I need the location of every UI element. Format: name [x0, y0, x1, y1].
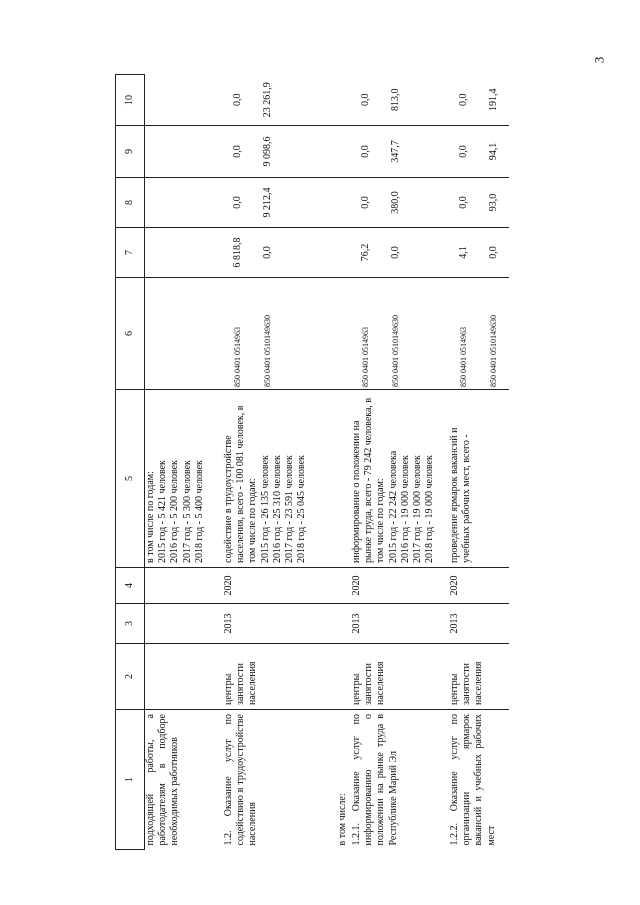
table-row — [333, 75, 351, 850]
start-year — [333, 604, 351, 644]
end-year — [333, 568, 351, 604]
value-col9: 0,0 9 098,6 — [217, 126, 333, 178]
budget-code — [333, 278, 351, 390]
expected-result: проведение ярмарок вакансий и учебных рабочих мест, всего - — [443, 390, 509, 568]
value-col7 — [145, 228, 218, 278]
measure-name: в том числе: — [337, 793, 348, 846]
start-year — [145, 604, 218, 644]
expected-result: содействие в трудоустройстве населения, всего - 100 081 человек, в том числе по годам: 2015 год - 26 135 человек 2016 год - 25 310 человек 2017 год - 23 591 человек 2018 год - 25 045 человек — [217, 390, 333, 568]
header-cell: 3 — [116, 604, 145, 644]
program-table — [115, 74, 509, 850]
measure-name: подходящей работы, а работодателям в подборе необходимых работников — [145, 714, 181, 846]
value-col7 — [333, 228, 351, 278]
value-col10: 0,0 813,0 — [351, 75, 443, 126]
value-col8: 0,0 380,0 — [351, 178, 443, 228]
page-number: 3 — [591, 56, 607, 64]
header-cell: 1 — [116, 710, 145, 850]
header-cell: 10 — [116, 75, 145, 126]
value-col9: 0,0 94,1 — [443, 126, 509, 178]
start-year: 2013 — [217, 604, 333, 644]
budget-code: 850 0401 0514963 850 0401 0510149630 — [217, 278, 333, 390]
value-col8: 0,0 9 212,4 — [217, 178, 333, 228]
table-row — [351, 75, 443, 850]
value-col10 — [145, 75, 218, 126]
executor: центры занятости населения — [443, 644, 509, 710]
header-cell: 9 — [116, 126, 145, 178]
executor: центры занятости населения — [217, 644, 333, 710]
header-cell: 7 — [116, 228, 145, 278]
expected-result: в том числе по годам: 2015 год - 5 421 человек 2016 год - 5 200 человек 2017 год - 5 300 человек 2018 год - 5 400 человек — [145, 390, 218, 568]
table-row — [443, 75, 509, 850]
start-year: 2013 — [351, 604, 443, 644]
expected-result: информирование о положении на рынке труда, всего - 79 242 человека, в том числе по годам: 2015 год - 22 242 человека 2016 год - 19 000 человек 2017 год - 19 000 человек 2018 год - 19 000 человек — [351, 390, 443, 568]
value-col9 — [333, 126, 351, 178]
measure-name: 1.2.2. Оказание услуг по организации ярмарок вакансий и учебных рабочих мест — [449, 714, 497, 846]
value-col10 — [333, 75, 351, 126]
budget-code: 850 0401 0514963 850 0401 0510149630 — [351, 278, 443, 390]
measure-name: 1.2.1. Оказание услуг по информированию о положении на рынке труда в Республике Марий Эл — [351, 714, 399, 846]
header-row — [116, 75, 145, 850]
value-col9: 0,0 347,7 — [351, 126, 443, 178]
value-col9 — [145, 126, 218, 178]
end-year — [145, 568, 218, 604]
measure-name: 1.2. Оказание услуг по содействию в трудоустройстве населения — [223, 714, 259, 846]
header-cell: 5 — [116, 390, 145, 568]
end-year: 2020 — [217, 568, 333, 604]
end-year: 2020 — [443, 568, 509, 604]
value-col10: 0,0 23 261,9 — [217, 75, 333, 126]
value-col8: 0,0 93,0 — [443, 178, 509, 228]
end-year: 2020 — [351, 568, 443, 604]
executor: центры занятости населения — [351, 644, 443, 710]
value-col8 — [333, 178, 351, 228]
header-cell: 2 — [116, 644, 145, 710]
rotated-table-container — [115, 75, 530, 850]
table-row — [217, 75, 333, 850]
header-cell: 4 — [116, 568, 145, 604]
header-cell: 6 — [116, 278, 145, 390]
value-col8 — [145, 178, 218, 228]
table-row — [145, 75, 218, 850]
budget-code — [145, 278, 218, 390]
executor — [333, 644, 351, 710]
value-col7: 76,2 0,0 — [351, 228, 443, 278]
budget-code: 850 0401 0514963 850 0401 0510149630 — [443, 278, 509, 390]
value-col7: 4,1 0,0 — [443, 228, 509, 278]
header-cell: 8 — [116, 178, 145, 228]
value-col7: 6 818,8 0,0 — [217, 228, 333, 278]
expected-result — [333, 390, 351, 568]
value-col10: 0,0 191,4 — [443, 75, 509, 126]
executor — [145, 644, 218, 710]
start-year: 2013 — [443, 604, 509, 644]
